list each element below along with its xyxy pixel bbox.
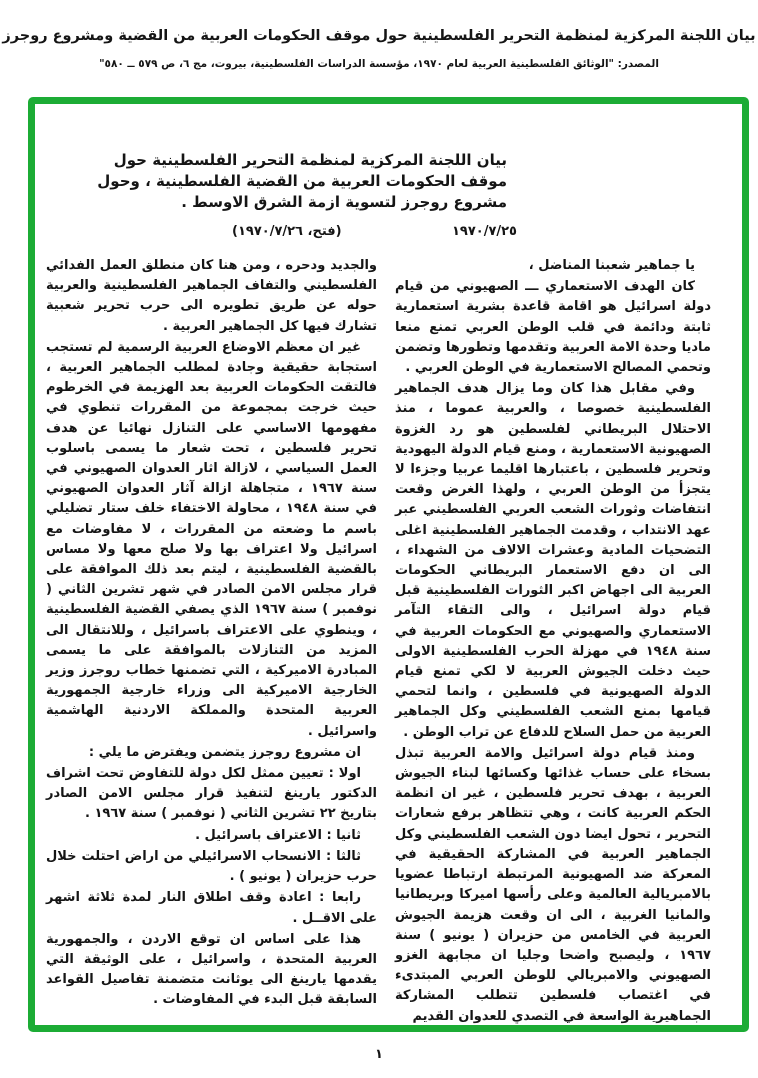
column-left	[46, 256, 377, 1011]
paragraph: غير ان معظم الاوضاع العربية الرسمية لم تستجب استجابة حقيقية وجادة لمطلب الجماهير العربية ، فالتقت الحكومات العربية بعد الهزيمة في الخرطوم حيث خرجت بمجموعة من المقررات تنطوي في مفهومها الاساسي على التنازل نهائيا عن هدف تحرير فلسطين ، تحت شعار ما يسمى باسلوب العمل السياسي ، لازالة اثار العدوان الصهيوني في سنة ١٩٦٧ ، متجاهلة ازالة آثار العدوان الصهيوني في سنة ١٩٤٨ ، محاولة الاختفاء خلف ستار تضليلي باسم ما وضعته من المقررات ، لا مفاوضات مع اسرائيل ولا اعتراف بها ولا صلح معها ولا مساس بالقضية الفلسطينية ، ليتم بعد ذلك الموافقة على قرار مجلس الامن الصادر في شهر تشرين الثاني ( نوفمبر ) سنة ١٩٦٧ الذي يصفي القضية الفلسطينية ، وينطوي على الاعتراف باسرائيل ، وللانتقال الى المزيد من التنازلات بالموافقة على ما يسمى المبادرة الاميركية ، التي تضمنها خطاب روجرز وزير الخارجية الاميركية الى وزراء خارجية الجمهورية العربية المتحدة والمملكة الاردنية الهاشمية واسرائيل .	[46, 339, 377, 739]
document-title-line: موقف الحكومات العربية من القضية الفلسطينية ، وحول	[97, 172, 507, 190]
paragraph: رابعا : اعادة وقف اطلاق النار لمدة ثلاثة اشهر على الاقــل .	[46, 890, 377, 926]
document-title-line: بيان اللجنة المركزية لمنظمة التحرير الفلسطينية حول	[113, 151, 507, 169]
paragraph: ومنذ قيام دولة اسرائيل والامة العربية تبذل بسخاء على حساب غذائها وكسائها لبناء الجيوش العربية ، بهدف تحرير فلسطين ، غير ان انظمة الحكم العربية كانت ، وهي تتظاهر برفع شعارات التحرير ، تحول ايضا دون الشعب الفلسطيني وكل الجماهير العربية في المشاركة الحقيقية في المعركة ضد الصهيونية المرتبطة ارتباطا عضويا بالامبريالية العالمية وعلى رأسها اميركا وبريطانيا والمانيا الغربية ، الى ان وقعت هزيمة الجيوش العربية في الخامس من حزيران ( يونيو ) سنة ١٩٦٧ ، وليصبح واضحا وجليا ان مجابهة الغزو الصهيوني والامبريالي للوطن العربي المبتدىء في اغتصاب فلسطين تتطلب المشاركة الجماهيرية الواسعة في التصدي للعدوان القديم	[395, 745, 711, 1024]
document-frame	[28, 97, 749, 1032]
paragraph: ثانيا : الاعتراف باسرائيل .	[195, 827, 361, 843]
paragraph: هذا على اساس ان توقع الاردن ، والجمهورية العربية المتحدة ، واسرائيل ، على الوثيقة التي يقدمها يارينغ الى يوثانت متضمنة تفاصيل القواعد السابقة قبل البدء في المفاوضات .	[46, 931, 377, 1008]
paragraph: ان مشروع روجرز يتضمن ويفترض ما يلي :	[88, 744, 361, 760]
paragraph: وفي مقابل هذا كان وما يزال هدف الجماهير الفلسطينية خصوصا ، والعربية عموما ، منذ الاحتلال البريطاني لفلسطين هو رد الغزوة الصهيونية الاستعمارية ، ومنع قيام الدولة اليهودية وتحرير فلسطين ، باعتبارها اقليما عربيا وجزءا لا يتجزأ من الوطن العربي ، ولهذا الغرض وقعت انتفاضات وثورات الشعب العربي الفلسطيني عبر عهد الانتداب ، وقدمت الجماهير الفلسطينية اغلى التضحيات المادية وعشرات الالاف من الشهداء ، الى ان دفع الاستعمار البريطاني الحكومات العربية الى اجهاض اكبر الثورات الفلسطينية قبل قيام دولة اسرائيل ، والى التقاء التآمر الاستعماري والصهيوني مع الحكومات العربية في سنة ١٩٤٨ في مهزلة الحرب الفلسطينية الاولى حيث دخلت الجيوش العربية لا لكي تمنع قيام الدولة الصهيونية في فلسطين ، وانما لتحمي قيامها بمنع الشعب الفلسطيني وكل الجماهير العربية من حمل السلاح للدفاع عن تراب الوطن .	[395, 381, 711, 740]
header-source: المصدر: "الوثائق الفلسطينية العربية لعام ١٩٧٠، مؤسسة الدراسات الفلسطينية، بيروت، مج ٦، ص ٥٧٩ ــ ٥٨٠"	[99, 58, 659, 70]
document-title-line: مشروع روجرز لتسوية ازمة الشرق الاوسط .	[181, 193, 507, 211]
date-secondary: (فتح، ١٩٧٠/٧/٢٦)	[232, 224, 342, 239]
paragraph: اولا : تعيين ممثل لكل دولة للتفاوض تحت اشراف الدكتور يارينغ لتنفيذ قرار مجلس الامن الصادر بتاريخ ٢٢ تشرين الثاني ( نوفمبر ) سنة ١٩٦٧ .	[46, 766, 377, 822]
column-right	[395, 256, 711, 1027]
document-title	[97, 150, 507, 213]
date-primary: ١٩٧٠/٧/٢٥	[451, 224, 517, 239]
paragraph: كان الهدف الاستعماري ـــ الصهيوني من قيام دولة اسرائيل هو اقامة قاعدة بشرية استعمارية ثابتة ودائمة في قلب الوطن العربي تمنع منعا ماديا وحدة الامة العربية وتقدمها وتطورها وتضمن وتحمي المصالح الاستعمارية في الوطن العربي .	[395, 279, 711, 376]
paragraph: ثالثا : الانسحاب الاسرائيلي من اراض احتلت خلال حرب حزيران ( يونيو ) .	[46, 848, 377, 885]
date-row	[232, 224, 517, 239]
text-columns	[46, 256, 711, 1027]
paragraph: يا جماهير شعبنا المناضل ،	[528, 258, 695, 273]
paragraph: والجديد ودحره ، ومن هنا كان منطلق العمل الفدائي الفلسطيني والتفاف الجماهير الفلسطينية والعربية حوله عن طريق تطويره الى حرب تحرير شعبية تشارك فيها كل الجماهير العربية .	[46, 258, 377, 334]
page-number: ١	[375, 1047, 383, 1062]
header-title: بيان اللجنة المركزية لمنظمة التحرير الفلسطينية حول موقف الحكومات العربية من القضية ومشروع روجرز	[2, 28, 756, 44]
